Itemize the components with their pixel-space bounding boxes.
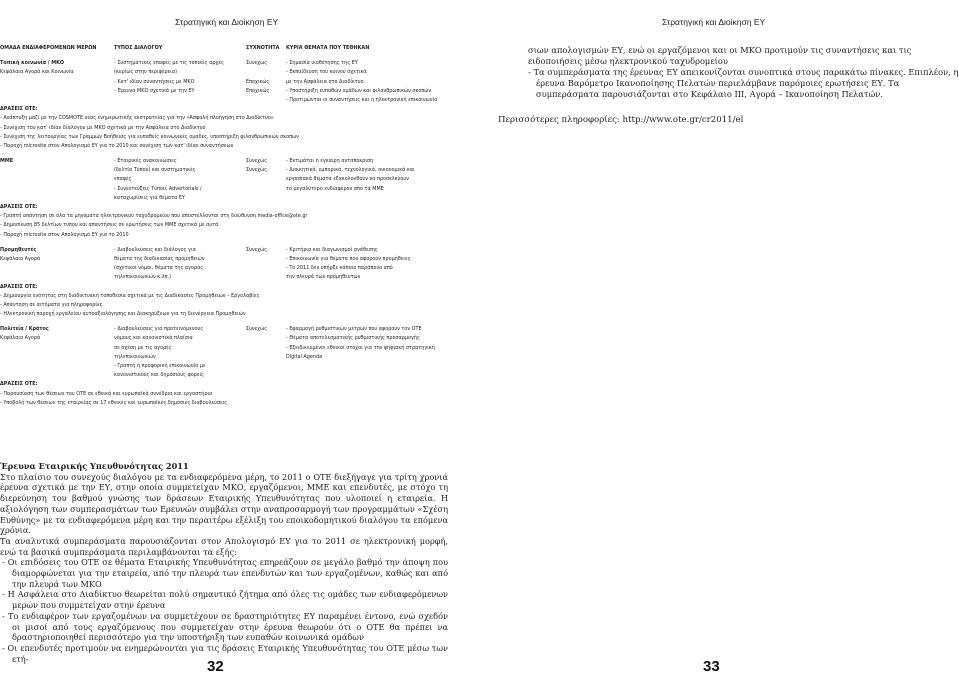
table-cell: ΜΜΕ [0, 158, 14, 165]
page-header-right: Στρατηγική και Διοίκηση ΕΥ [662, 17, 766, 27]
table-cell [0, 87, 114, 96]
more-info-link[interactable]: Περισσότερες πληροφορίες: http://www.ote.gr/cr2011/el [498, 115, 744, 125]
table-row [0, 68, 470, 77]
table-row [0, 334, 470, 343]
table-cell: Συνεχώς [246, 246, 268, 253]
table-cell [246, 344, 286, 353]
table-cell [0, 78, 114, 87]
table-cell: - Κριτήρια και διαγωνισμοί ανάθεσης [286, 246, 378, 253]
table-cell [246, 353, 286, 362]
table-row [0, 255, 470, 264]
table-cell: θέματα της διαδικασίας προμηθειών [114, 255, 205, 262]
table-body [0, 53, 470, 408]
right-bullet: - Τα συμπεράσματα της έρευνας ΕΥ απεικονίζονται συνοπτικά στους παρακάτω πίνακες. Επιπλέον, η έρευνα Βαρόμετρο Ικανοποίησης Πελατών περιελάμβανε παρόμοιες ερωτήσεις ΕΥ. Τα συμπεράσματα παρουσιάζονται στο Κεφάλαιο ΙΙΙ, Αγορά – Ικανοποίηση Πελατών. [528, 67, 959, 99]
table-cell [114, 96, 246, 105]
table-cell: Κεφάλαιο Αγορά [0, 255, 41, 262]
table-cell: Συνεχώς [246, 158, 268, 165]
table-row [0, 175, 470, 184]
table-cell: Συνεχώς [246, 326, 268, 333]
table-cell [0, 175, 114, 184]
table-cell: σε σχέση με τις αγορές [114, 344, 172, 351]
table-cell: Συνεχώς [246, 167, 268, 174]
table-row [0, 185, 470, 194]
table-cell: - Επικοινωνία για θέματα που αφορούν προμήθειες [286, 255, 411, 262]
action-item: - Παροχή microsite στον Απολογισμό ΕΥ για το 2010 [0, 231, 129, 238]
table-cell: - Εταιρικές ανακοινώσεις [114, 158, 177, 165]
table-cell: Κεφάλαια Αγορά και Κοινωνία [0, 69, 74, 76]
action-item: - Δημιουργία ενότητας στη διαδικτυακή τοποθεσία σχετικά με τις Διαδικασίες Προμηθειών – Εργολαβίες [0, 292, 260, 299]
action-item: - Ανάπτυξη μαζί με την COSMOTE νέας ενημερωτικής εκστρατείας για την «Ασφαλή πλοήγηση στο Διαδίκτυο» [0, 115, 274, 122]
table-cell: Συνεχώς [246, 60, 268, 67]
table-cell: Εποχικώς [246, 78, 270, 85]
csr-survey-article [0, 461, 448, 664]
table-cell: - Γραπτή ή προφορική επικοινωνία με [114, 363, 206, 369]
actions-label: ΔΡΑΣΕΙΣ ΟΤΕ: [0, 204, 38, 210]
table-row [0, 166, 470, 175]
table-cell: τηλεπικοινωνιών [114, 353, 156, 360]
article-bullet: - Οι επιδόσεις του ΟΤΕ σε θέματα Εταιρικής Υπευθυνότητας επηρεάζουν σε μεγάλο βαθμό την άποψη που διαμορφώνεται για την εταιρεία, από την πλευρά των επενδυτών και των εργαζομένων, καθώς και από την πλευρά των ΜΚΟ [2, 557, 448, 589]
continued-text: σιων απολογισμών ΕΥ, ενώ οι εργαζόμενοι και οι ΜΚΟ προτιμούν τις συναντήσεις και τις ειδοποιήσεις μέσω ηλεκτρονικού ταχυδρομείου [528, 45, 912, 66]
action-item: - Απάντηση σε αιτήματα για πληροφορίες [0, 301, 103, 308]
table-cell [246, 264, 286, 273]
action-item: - Συνέχιση του κατ' ιδίαν διαλόγου με ΜΚΟ σχετικά με την Ασφάλεια στο Διαδίκτυο [0, 124, 206, 131]
table-cell [246, 194, 286, 203]
table-cell: τηλεπικοινωνιών κ.λπ.) [114, 274, 172, 281]
table-cell: καταχωρίσεις για θέματα ΕΥ [114, 194, 185, 201]
action-item: - Υποβολή των θέσεων της εταιρείας σε 17 εθνικές και ευρωπαϊκές δημόσιες διαβουλεύσεις [0, 399, 228, 406]
table-cell: Πολιτεία / Κράτος [0, 326, 49, 333]
table-cell: την πλευρά των προμηθευτών [286, 274, 361, 281]
table-cell: επαφές [114, 176, 132, 183]
action-item: - Συνέχιση της λειτουργίας των Γραμμών Βοήθειας για ευπαθείς κοινωνικές ομάδες, υποστήριξη φιλανθρωπικών σκοπών [0, 133, 299, 140]
action-item: - Δημοσίευση 85 δελτίων τύπου και απαντήσεις σε ερωτήσεις των ΜΜΕ σχετικά με αυτά [0, 222, 219, 229]
table-cell: - Διαβουλεύσεις για προτεινόμενους [114, 326, 204, 333]
table-cell: - Προτιμώνται οι συναντήσεις και η ηλεκτρονική επικοινωνία [286, 96, 438, 103]
table-cell: Digital Agenda [286, 353, 323, 360]
table-header-row [0, 44, 470, 53]
article-bullet: - Η Ασφάλεια στο Διαδίκτυο θεωρείται πολύ σημαντικό ζήτημα από όλες τις ομάδες των ενδιαφερόμενων μερών που συμμετείχαν στην έρευνα [2, 589, 448, 611]
column-header: ΤΥΠΟΣ ΔΙΑΛΟΓΟΥ [114, 45, 163, 51]
table-cell: το μεγαλύτερο ενδιαφέρον από τα ΜΜΕ [286, 185, 384, 192]
table-cell [0, 273, 114, 282]
article-paragraph: Στο πλαίσιο του συνεχούς διαλόγου με τα ενδιαφερόμενα μέρη, το 2011 ο ΟΤΕ διεξήγαγε για τρίτη χρονιά έρευνα σχετικά με την ΕΥ, στην οποία συμμετείχαν ΜΚΟ, εργαζόμενοι, ΜΜΕ και επενδυτές, με στόχο τη διερεύνηση του βαθμού γνώσης των δράσεων Εταιρικής Υπευθυνότητας που υλοποιεί η εταιρεία. Η αξιολόγηση των συμπερασμάτων των Ερευνών συμβάλει στην αναπροσαρμογή των προγραμμάτων «Σχέση Ευθύνης» με τα ενδιαφερόμενα μέρη και την περαιτέρω εξέλιξη του εποικοδομητικού διαλόγου τα επόμενα χρόνια. [0, 471, 448, 536]
table-cell [246, 362, 286, 371]
table-cell [0, 96, 114, 105]
actions-list [0, 292, 470, 320]
table-cell [246, 334, 286, 343]
table-cell: εργασιακά θέματα εξακολουθούν να προσελκύουν [286, 176, 409, 183]
table-cell: - Διαβουλεύσεις και διάλογος για [114, 246, 196, 253]
stakeholder-dialogue-table [0, 44, 470, 408]
table-cell [246, 185, 286, 194]
action-item: - Γραπτή απάντηση σε όλα τα μηνύματα ηλεκτρονικού ταχυδρομείου που αποστέλλονται στη διεύθυνση media-office@ote.gr [0, 213, 308, 220]
article-bullet: - Οι επενδυτές προτιμούν να ενημερώνονται για τις δράσεις Εταιρικής Υπευθυνότητας του ΟΤΕ μέσω των ετή- [2, 642, 448, 664]
action-item: - Παρουσίαση των θέσεων του ΟΤΕ σε εθνικά και ευρωπαϊκά συνέδρια και εργαστήρια [0, 390, 213, 397]
table-row [0, 344, 470, 353]
page-number-right: 33 [703, 658, 720, 675]
table-row [0, 78, 470, 87]
action-item: - Ηλεκτρονική παροχή εργαλείου αυτοαξιολόγησης και Διακηρύξεων για τη διενέργεια Προμηθειών [0, 311, 246, 318]
table-row [0, 194, 470, 203]
table-cell [0, 185, 114, 194]
column-header: ΟΜΑΔΑ ΕΝΔΙΑΦΕΡΟΜΕΝΩΝ ΜΕΡΩΝ [0, 45, 97, 51]
table-cell [246, 255, 286, 264]
table-cell [0, 166, 114, 175]
page-header-left: Στρατηγική και Διοίκηση ΕΥ [175, 17, 279, 27]
table-row [0, 59, 470, 68]
table-row [0, 246, 470, 255]
table-cell: (κυρίως στην περιφέρεια) [114, 69, 178, 76]
table-cell: - Θέματα αποτελεσματικής ρυθμιστικής προσαρμογής [286, 335, 420, 342]
table-cell [246, 175, 286, 184]
table-cell: - Συστηματικές επαφές με τις τοπικές αρχές [114, 60, 224, 67]
actions-label: ΔΡΑΣΕΙΣ ΟΤΕ: [0, 381, 38, 388]
table-cell: - Έρευνα ΜΚΟ σχετικά με την ΕΥ [114, 87, 195, 94]
article-title: Έρευνα Εταιρικής Υπευθυνότητας 2011 [0, 461, 189, 471]
table-cell: - Διοικητικά, εμπορικά, τεχνολογικά, οικονομικά και [286, 167, 415, 174]
table-cell [0, 264, 114, 273]
action-item: - Παροχή microsite στον Απολογισμό ΕΥ για το 2010 και συνέχιση των κατ' ιδίαν συναντήσεων [0, 142, 234, 149]
page-number-left: 32 [207, 658, 224, 675]
right-page-column [528, 45, 959, 100]
table-cell: - Σημασία υιοθέτησης της ΕΥ [286, 60, 358, 67]
actions-list [0, 212, 470, 240]
table-cell: (σχετικοί νόμοι, θέματα της αγοράς [114, 265, 204, 272]
table-cell [246, 371, 286, 380]
table-cell: (δελτία Τύπου) και συστηματικές [114, 167, 196, 174]
table-cell [246, 96, 286, 105]
table-row [0, 371, 470, 380]
table-row [0, 362, 470, 371]
column-header: ΣΥΧΝΟΤΗΤΑ [246, 45, 280, 51]
table-cell [246, 273, 286, 282]
actions-list [0, 390, 470, 408]
table-cell [286, 371, 470, 380]
table-cell: Τοπική κοινωνία / ΜΚΟ [0, 60, 65, 67]
table-cell: νόμους και κανονιστικά πλαίσια [114, 335, 193, 342]
table-cell [0, 371, 114, 380]
table-cell [286, 194, 470, 203]
table-cell: - Το 2011 δεν υπήρξε κάποιο παράπονο από [286, 265, 393, 272]
table-cell [0, 353, 114, 362]
table-cell: Εποχικώς [246, 87, 270, 94]
table-cell: - Εξειδικευμένοι εθνικοί στόχοι για την ψηφιακή στρατηγική [286, 344, 435, 351]
table-row [0, 353, 470, 362]
table-cell: - Κατ' ιδίαν συναντήσεις με ΜΚΟ [114, 78, 195, 85]
actions-label: ΔΡΑΣΕΙΣ ΟΤΕ: [0, 106, 38, 113]
article-paragraph: Τα αναλυτικά συμπεράσματα παρουσιάζονται στον Απολογισμό ΕΥ για το 2011 σε ηλεκτρονική μορφή, ενώ τα βασικά συμπεράσματα περιλαμβάνονται τα εξής: [0, 535, 448, 557]
table-cell [0, 344, 114, 353]
actions-label: ΔΡΑΣΕΙΣ ΟΤΕ: [0, 283, 38, 290]
table-cell: - Συνεντεύξεις Τύπου, Advertorials / [114, 185, 202, 192]
table-cell [0, 362, 114, 371]
table-row [0, 273, 470, 282]
table-cell: Προμηθευτές [0, 246, 37, 253]
table-cell [0, 194, 114, 203]
table-row [0, 87, 470, 96]
table-cell: - Εφαρμογή ρυθμιστικών μέτρων που αφορούν τον ΟΤΕ [286, 326, 422, 333]
table-row [0, 325, 470, 334]
table-cell [246, 68, 286, 77]
table-cell: κανονιστικούς και δημόσιους φορείς [114, 372, 205, 379]
table-row [0, 157, 470, 166]
table-cell [286, 362, 470, 371]
table-cell: Κεφάλαιο Αγορά [0, 335, 41, 342]
table-row [0, 96, 470, 105]
table-cell: - Εκπαίδευση του κοινού σχετικά [286, 69, 367, 76]
table-cell: με την Ασφάλεια στο Διαδίκτυο [286, 78, 364, 85]
actions-list [0, 114, 470, 151]
table-row [0, 264, 470, 273]
table-cell: - Υποστήριξη ευπαθών ομάδων και φιλανθρωπικών σκοπών [286, 87, 432, 94]
column-header: ΚΥΡΙΑ ΘΕΜΑΤΑ ΠΟΥ ΤΕΘΗΚΑΝ [286, 45, 370, 51]
table-cell: - Εκτιμάται η έγκαιρη ανταπόκριση [286, 158, 374, 165]
article-bullet: - Το ενδιαφέρον των εργαζομένων να συμμετέχουν σε δραστηριότητες ΕΥ παραμένει έντονο, ενώ σχεδόν οι μισοί από τους εργαζόμενους που συμμετείχαν στην έρευνα θεωρούν ότι ο ΟΤΕ θα πρέπει να δραστηριοποιηθεί περισσότερο για την υποστήριξη των ευπαθών κοινωνικά ομάδων [2, 610, 448, 643]
